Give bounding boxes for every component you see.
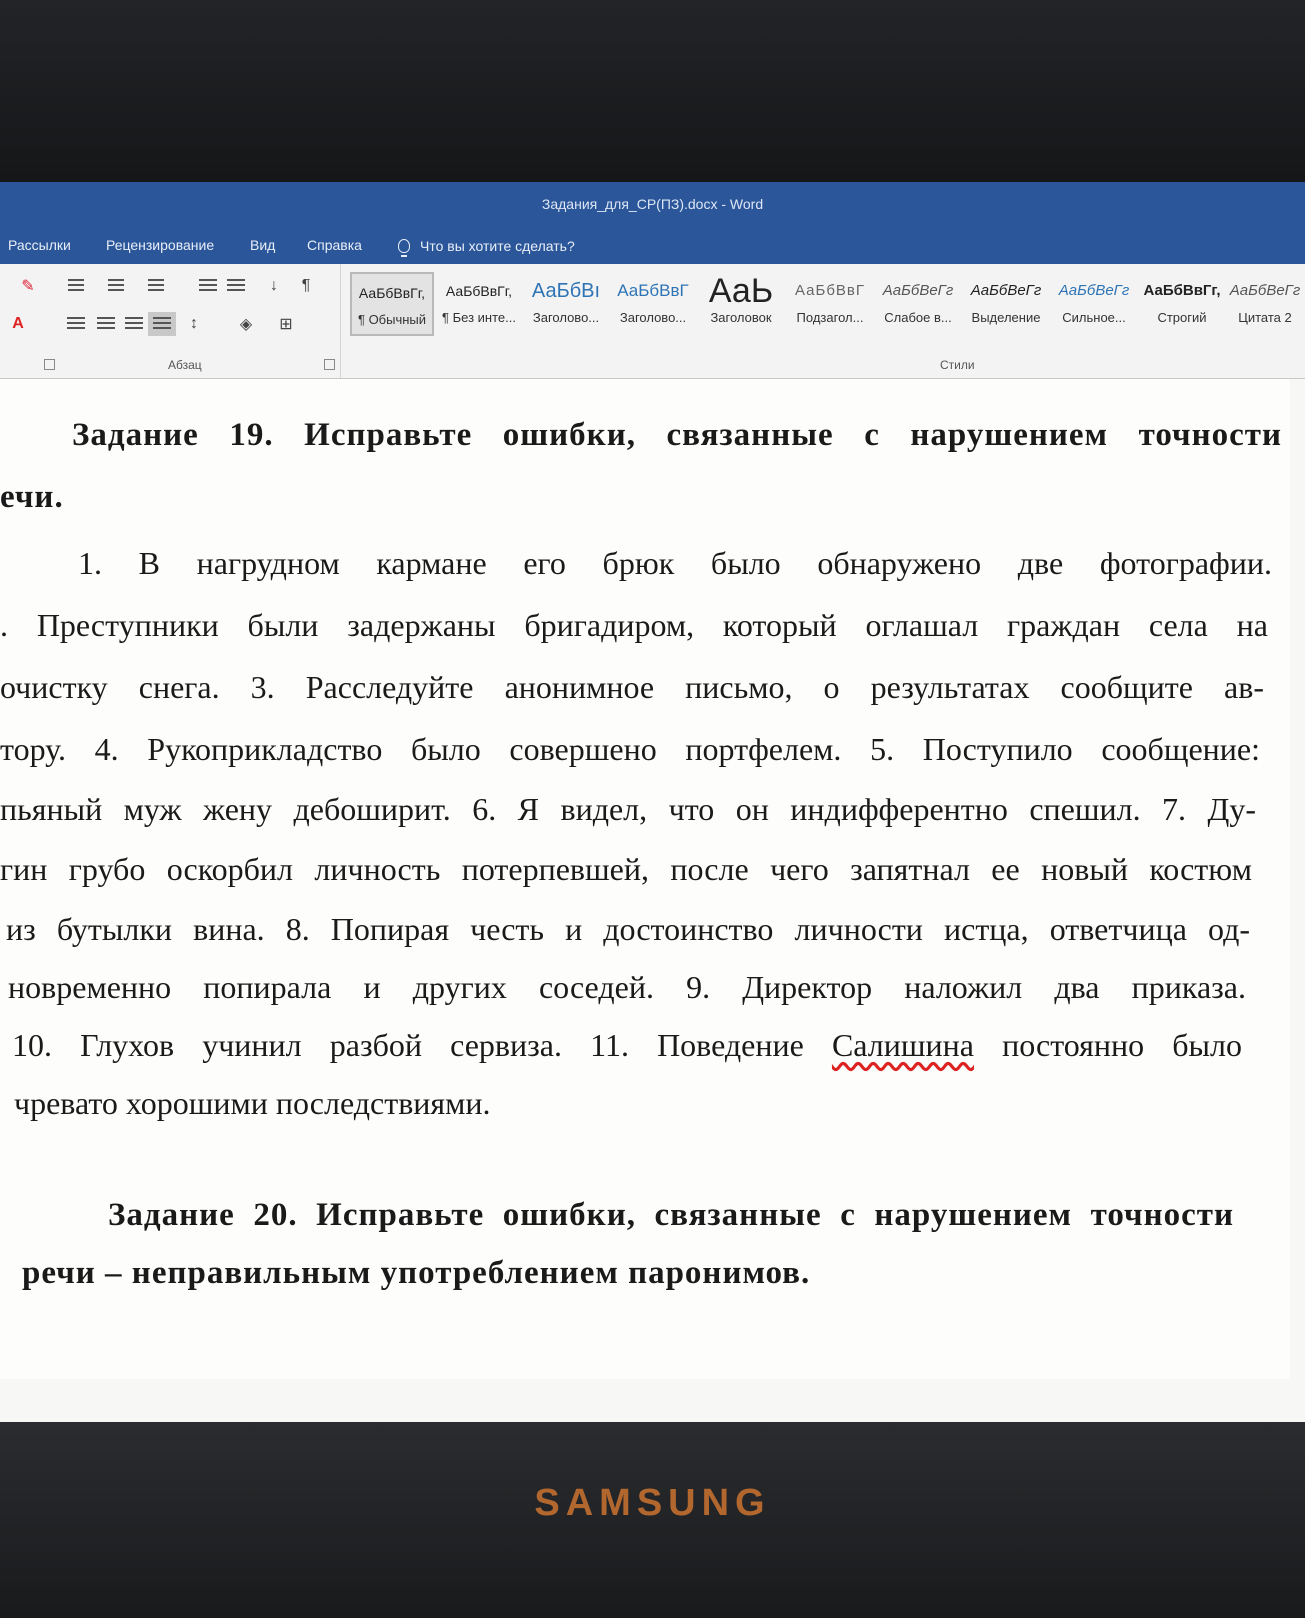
paragraph-group-label: Абзац: [168, 358, 202, 372]
style-intense-emphasis[interactable]: [1052, 272, 1136, 336]
style-quote-2[interactable]: [1226, 272, 1304, 336]
style-sample: АаБбВеГг: [882, 282, 954, 299]
monitor-bezel-bottom: [0, 1422, 1305, 1618]
tab-view[interactable]: Вид: [250, 237, 276, 253]
task19-line-1: 1. В нагрудном кармане его брюк было обнаружено две фотографии.: [78, 545, 1272, 581]
clear-formatting-icon[interactable]: ✎: [21, 278, 35, 295]
increase-indent-icon: [227, 279, 245, 293]
style-name: Строгий: [1157, 310, 1207, 325]
style-name: Подзагол...: [796, 310, 864, 325]
task19-line-9-tail: постоянно было: [973, 1027, 1243, 1063]
style-name: Заголово...: [532, 310, 600, 325]
samsung-logo: SAMSUNG: [534, 1482, 771, 1524]
align-right-icon: [125, 317, 143, 331]
task20-heading-line-1: Задание 20. Исправьте ошибки, связанные с нарушением точности: [108, 1197, 1234, 1233]
style-heading-2[interactable]: [612, 272, 694, 336]
style-title[interactable]: [698, 272, 784, 336]
style-sample: АаБбВвГг,: [445, 283, 513, 299]
align-right-button[interactable]: [120, 312, 148, 336]
style-normal[interactable]: [350, 272, 434, 336]
style-sample: АаБбВеГг: [970, 282, 1042, 299]
task19-heading-line-1: Задание 19. Исправьте ошибки, связанные с нарушением точности: [72, 417, 1282, 453]
align-left-icon: [67, 317, 85, 331]
tab-mailings[interactable]: Рассылки: [8, 237, 71, 253]
style-name: Слабое в...: [884, 310, 952, 325]
style-name: Сильное...: [1062, 310, 1126, 325]
numbering-button[interactable]: [102, 274, 130, 298]
task19-line-9-head: 10. Глухов учинил разбой сервиза. 11. Поведение: [12, 1027, 832, 1063]
task19-line-2: . Преступники были задержаны бригадиром, который оглашал граждан села на: [0, 607, 1268, 643]
style-sample: АаБбВвГг,: [358, 285, 426, 301]
font-color-icon[interactable]: A: [12, 315, 24, 332]
task19-line-8: новременно попирала и других соседей. 9. Директор наложил два приказа.: [8, 969, 1246, 1005]
task19-line-9: [12, 1027, 1242, 1064]
style-name: Цитата 2: [1238, 310, 1292, 325]
style-sample: АаБбВеГг: [1058, 282, 1130, 299]
document-page[interactable]: [0, 379, 1290, 1379]
ribbon: [0, 264, 1305, 379]
lightbulb-icon: [398, 239, 410, 253]
numbering-icon: [108, 279, 124, 293]
borders-button[interactable]: ⊞: [279, 316, 293, 333]
styles-group-label: Стили: [940, 358, 975, 372]
style-sample: АаБбВвГ: [617, 281, 689, 300]
style-heading-1[interactable]: [524, 272, 608, 336]
shading-button[interactable]: ◈: [239, 316, 253, 333]
bullets-icon: [68, 279, 84, 293]
style-sample: АаБбВеГг: [1229, 282, 1301, 299]
task19-line-4: тору. 4. Рукоприкладство было совершено портфелем. 5. Поступило сообщение:: [0, 731, 1260, 767]
style-emphasis[interactable]: [964, 272, 1048, 336]
bullets-button[interactable]: [62, 274, 90, 298]
task19-line-6: гин грубо оскорбил личность потерпевшей, после чего запятнал ее новый костюм: [0, 851, 1252, 887]
justify-button[interactable]: [148, 312, 176, 336]
style-sample: АаБбВı: [531, 280, 601, 302]
document-area: [0, 379, 1305, 1422]
align-center-button[interactable]: [92, 312, 120, 336]
style-name: ¶ Без инте...: [442, 310, 516, 325]
multilevel-list-icon: [148, 279, 164, 293]
window-title: Задания_для_СР(ПЗ).docx - Word: [541, 196, 764, 212]
decrease-indent-button[interactable]: [194, 274, 222, 298]
task19-line-5: пьяный муж жену дебоширит. 6. Я видел, что он индифферентно спешил. 7. Ду-: [0, 791, 1256, 827]
font-dialog-launcher[interactable]: [44, 359, 55, 370]
tell-me-label: Что вы хотите сделать?: [420, 238, 575, 254]
justify-icon: [153, 317, 171, 331]
tab-help[interactable]: Справка: [307, 237, 362, 253]
style-no-spacing[interactable]: [438, 272, 520, 336]
paragraph-group: [0, 264, 341, 378]
tell-me-search[interactable]: [398, 234, 575, 258]
decrease-indent-icon: [199, 279, 217, 293]
align-left-button[interactable]: [62, 312, 90, 336]
multilevel-list-button[interactable]: [142, 274, 170, 298]
styles-gallery: [346, 264, 1305, 378]
task19-line-7: из бутылки вина. 8. Попирая честь и достоинство личности истца, ответчица од-: [6, 911, 1250, 947]
align-center-icon: [97, 317, 115, 331]
style-name: Заголово...: [619, 310, 687, 325]
pilcrow-icon[interactable]: ¶: [301, 277, 311, 294]
sort-button[interactable]: ↓: [270, 277, 278, 294]
title-bar: [0, 182, 1305, 226]
spelling-error-word[interactable]: Салишина: [831, 1027, 974, 1063]
style-sample: АаБбВвГг,: [1143, 282, 1221, 299]
style-strong[interactable]: [1140, 272, 1224, 336]
task19-line-10: чревато хорошими последствиями.: [14, 1085, 491, 1121]
style-sample: АаЬ: [708, 272, 774, 310]
style-name: Выделение: [971, 310, 1041, 325]
paragraph-dialog-launcher[interactable]: [324, 359, 335, 370]
style-sample: АаБбВвГ: [794, 282, 866, 299]
task19-heading-line-2: ечи.: [0, 479, 64, 515]
style-subtitle[interactable]: [788, 272, 872, 336]
ribbon-tabs: [0, 226, 1305, 264]
style-name: Заголовок: [710, 310, 772, 325]
style-subtle-emphasis[interactable]: [876, 272, 960, 336]
tab-review[interactable]: Рецензирование: [106, 237, 215, 253]
style-name: ¶ Обычный: [357, 312, 427, 327]
task19-line-3: очистку снега. 3. Расследуйте анонимное письмо, о результатах сообщите ав-: [0, 669, 1264, 705]
line-spacing-button[interactable]: ↕: [190, 315, 198, 332]
monitor-bezel-top: [0, 0, 1305, 182]
increase-indent-button[interactable]: [222, 274, 250, 298]
task20-heading-line-2: речи – неправильным употреблением паронимов.: [22, 1255, 811, 1291]
word-window: [0, 182, 1305, 1422]
